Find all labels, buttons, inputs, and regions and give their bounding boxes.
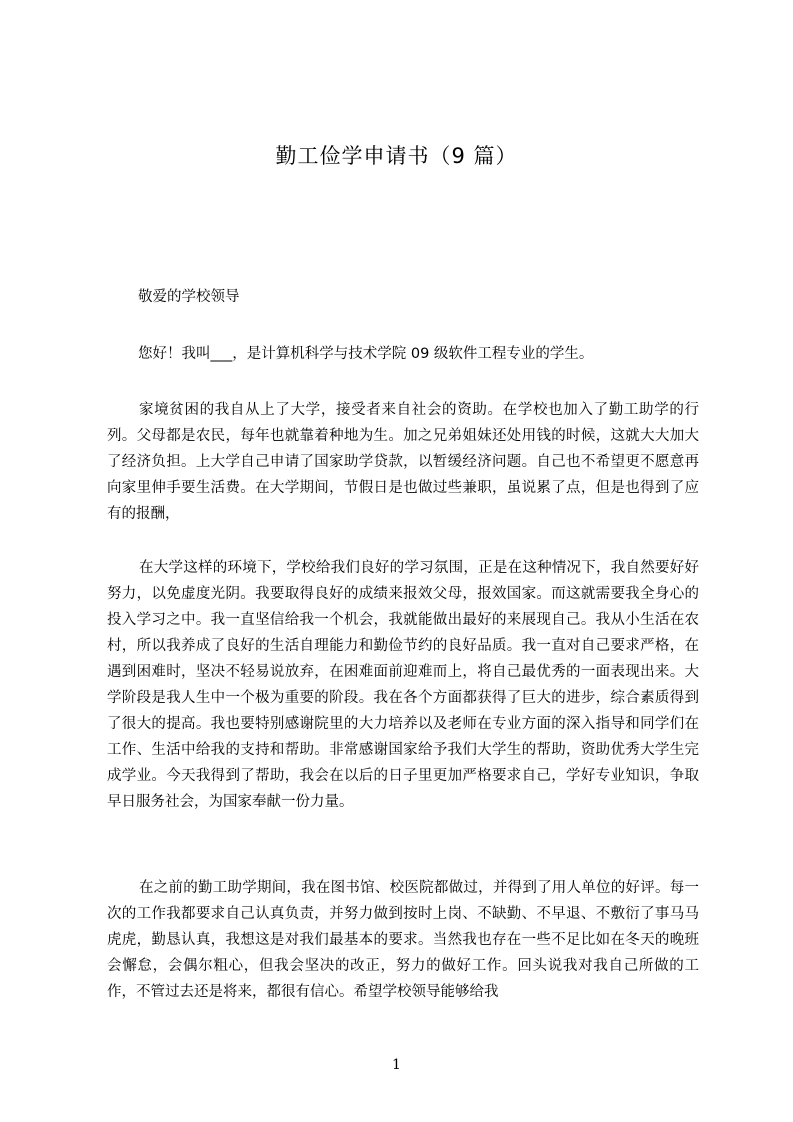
document-title: 勤工俭学申请书（9 篇）: [275, 144, 518, 168]
salutation: 敬爱的学校领导: [138, 289, 240, 305]
paragraph-study-attitude: 在大学这样的环境下，学校给我们良好的学习氛围，正是在这种情况下，我自然要好好努力，以免虚度光阴。我要取得良好的成绩来报效父母，报效国家。而这就需要我全身心的投入学习之中。我一直坚信给我一个机会，我就能做出最好的来展现自己。我从小生活在农村，所以我养成了良好的生活自理能力和勤俭节约的良好品质。我一直对自己要求严格，在遇到困难时，坚决不轻易说放弃，在困难面前迎难而上，将自己最优秀的一面表现出来。大学阶段是我人生中一个极为重要的阶段。我在各个方面都获得了巨大的进步，综合素质得到了很大的提高。我也要特别感谢院里的大力培养以及老师在专业方面的深入指导和同学们在工作、生活中给我的支持和帮助。非常感谢国家给予我们大学生的帮助，资助优秀大学生完成学业。今天我得到了帮助，我会在以后的日子里更加严格要求自己，学好专业知识，争取早日服务社会，为国家奉献一份力量。: [107, 560, 699, 810]
paragraph-family-situation: 家境贫困的我自从上了大学，接受者来自社会的资助。在学校也加入了勤工助学的行列。父母都是农民，每年也就靠着种地为生。加之兄弟姐妹还处用钱的时候，这就大大加大了经济负担。上大学自己申请了国家助学贷款，以暂缓经济问题。自己也不希望更不愿意再向家里伸手要生活费。在大学期间，节假日是也做过些兼职，虽说累了点，但是也得到了应有的报酬，: [107, 402, 699, 522]
paragraph-work-experience: 在之前的勤工助学期间，我在图书馆、校医院都做过，并得到了用人单位的好评。每一次的工作我都要求自己认真负责，并努力做到按时上岗、不缺勤、不早退、不敷衍了事马马虎虎，勤恳认真，我想这是对我们最基本的要求。当然我也存在一些不足比如在冬天的晚班会懈怠，会偶尔粗心，但我会坚决的改正，努力的做好工作。回头说我对我自己所做的工作，不管过去还是将来，都很有信心。希望学校领导能够给我: [107, 880, 699, 1000]
greeting: 您好！我叫___，是计算机科学与技术学院 09 级软件工程专业的学生。: [138, 346, 594, 362]
page-number: 1: [392, 1057, 401, 1073]
